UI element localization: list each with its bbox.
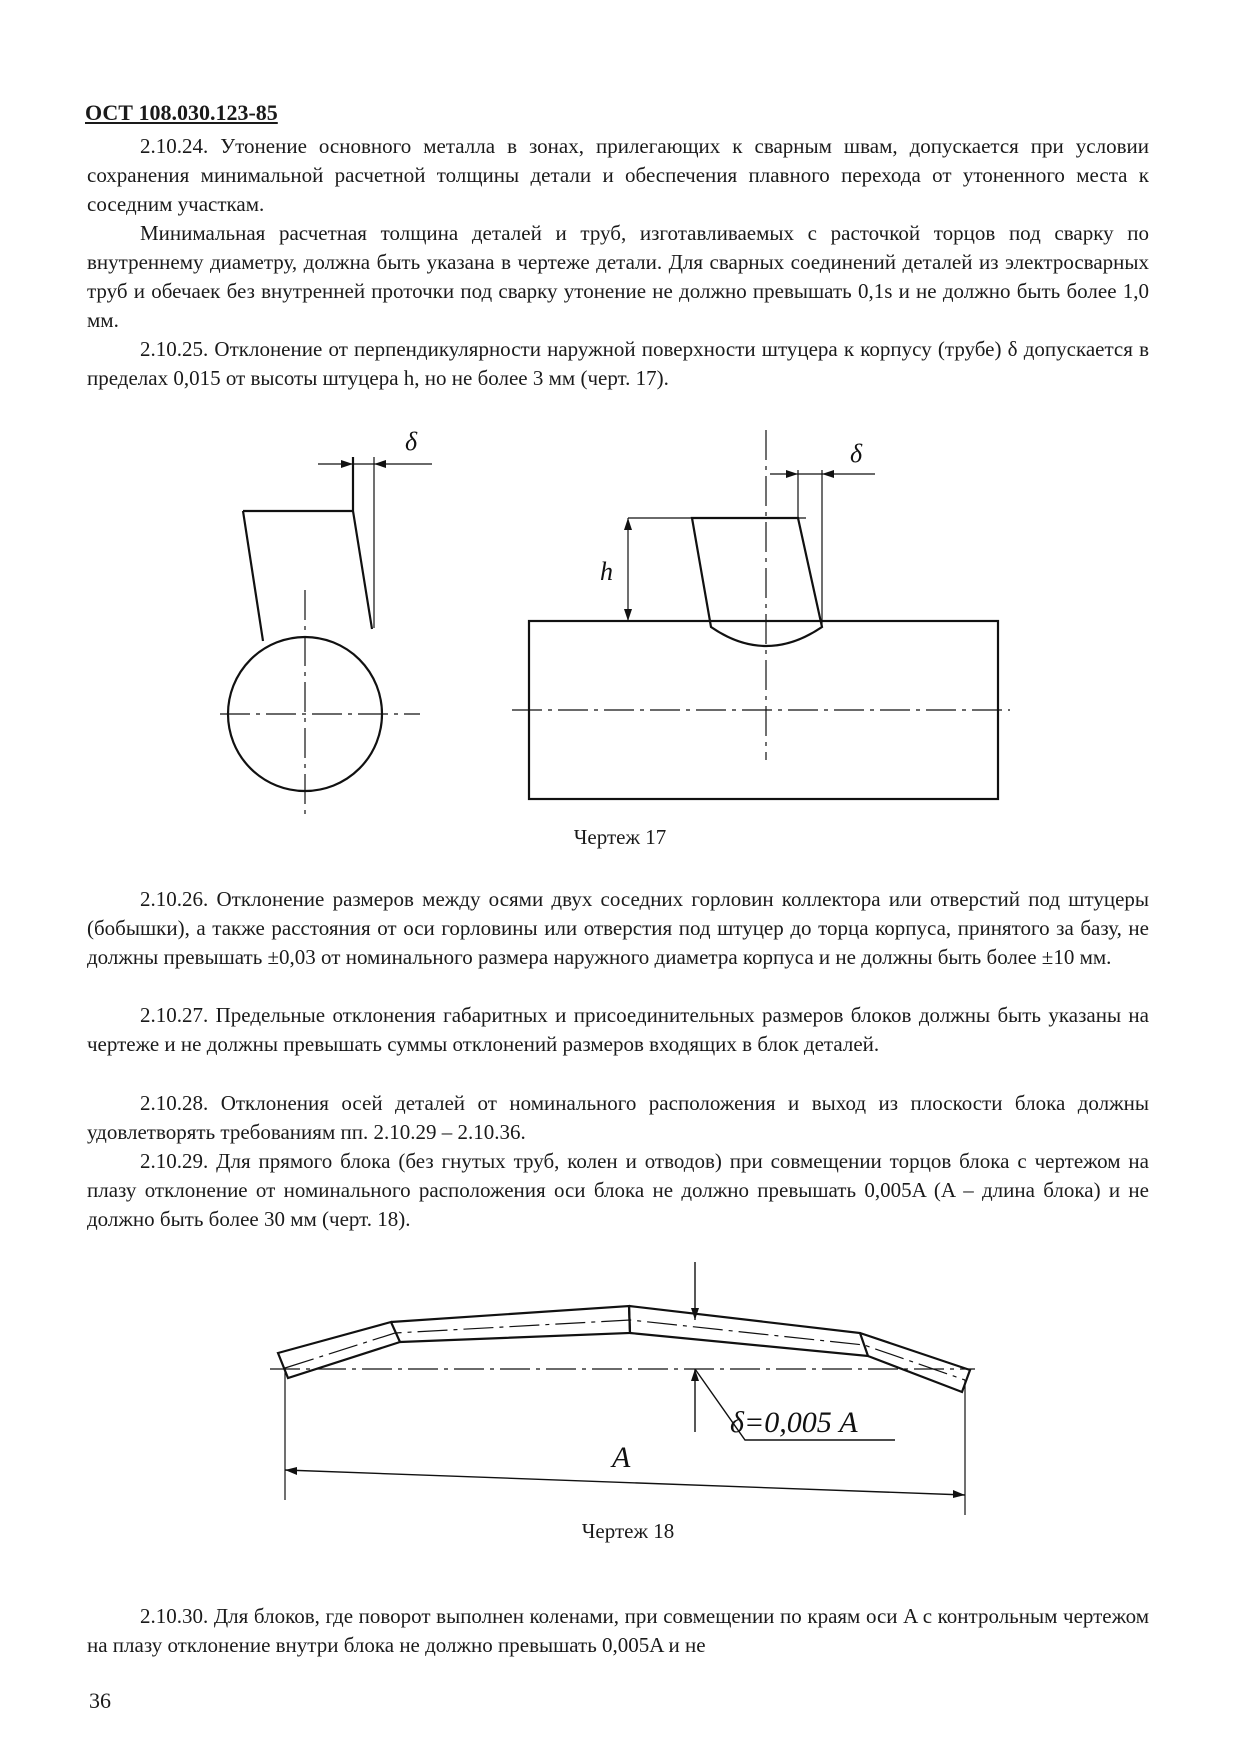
block-segment-3: [629, 1306, 868, 1356]
figure-18-caption: Чертеж 18: [581, 1519, 675, 1543]
paragraph-min-thickness: Минимальная расчетная толщина деталей и труб, изготавливаемых с расточкой торцов под сварку по внутреннему диаметру, должна быть указана в чертеже детали. Для сварных соединений деталей из электросварных труб и обечаек без внутренней проточки под сварку утонение не должно превышать 0,1s и не должно быть более 1,0 мм.: [87, 221, 1149, 332]
block-segment-2: [391, 1306, 630, 1342]
page-number: 36: [89, 1688, 111, 1713]
delta-label-left: δ: [405, 427, 418, 456]
paragraph-2-10-24: 2.10.24. Утонение основного металла в зонах, прилегающих к сварным швам, допускается при условии сохранения минимальной расчетной толщины детали и обеспечения плавного перехода от утоненного места к соседним участкам.: [87, 134, 1149, 216]
paragraph-2-10-25: 2.10.25. Отклонение от перпендикулярности наружной поверхности штуцера к корпусу (трубе) δ допускается в пределах 0,015 от высоты штуцера h, но не более 3 мм (черт. 17).: [87, 337, 1149, 390]
block-segment-4: [860, 1333, 970, 1392]
delta-formula-label: δ=0,005 A: [730, 1406, 858, 1439]
figure-17-caption: Чертеж 17: [573, 825, 667, 849]
figure-17-drawing: [200, 420, 1020, 820]
h-label: h: [600, 557, 613, 586]
paragraph-2-10-27: 2.10.27. Предельные отклонения габаритных и присоединительных размеров блоков должны быть указаны на чертеже и не должны превышать суммы отклонений размеров входящих в блок деталей.: [87, 1003, 1149, 1056]
length-label: A: [612, 1441, 631, 1474]
delta-label-right: δ: [850, 439, 863, 468]
nozzle-right: [692, 518, 822, 646]
figure-18-drawing: [250, 1260, 1000, 1540]
paragraph-2-10-29: 2.10.29. Для прямого блока (без гнутых труб, колен и отводов) при совмещении торцов блока с чертежом на плазу отклонение от номинального расположения оси блока не должно превышать 0,005A (A – длина блока) и не должно быть более 30 мм (черт. 18).: [87, 1149, 1149, 1231]
document-code: ОСТ 108.030.123-85: [85, 100, 278, 125]
paragraph-2-10-30: 2.10.30. Для блоков, где поворот выполнен коленами, при совмещении по краям оси A с контрольным чертежом на плазу отклонение внутри блока не должно превышать 0,005A и не: [87, 1604, 1149, 1657]
paragraph-2-10-28: 2.10.28. Отклонения осей деталей от номинального расположения и выход из плоскости блока должны удовлетворять требованиям пп. 2.10.29 – 2.10.36.: [87, 1091, 1149, 1144]
block-axis: [285, 1320, 965, 1380]
paragraph-2-10-26: 2.10.26. Отклонение размеров между осями двух соседних горловин коллектора или отверстий под штуцеры (бобышки), а также расстояния от оси горловины или отверстия под штуцер до торца корпуса, принятого за базу, не должны превышать ±0,03 от номинального размера наружного диаметра корпуса и не должны быть более ±10 мм.: [87, 887, 1149, 969]
